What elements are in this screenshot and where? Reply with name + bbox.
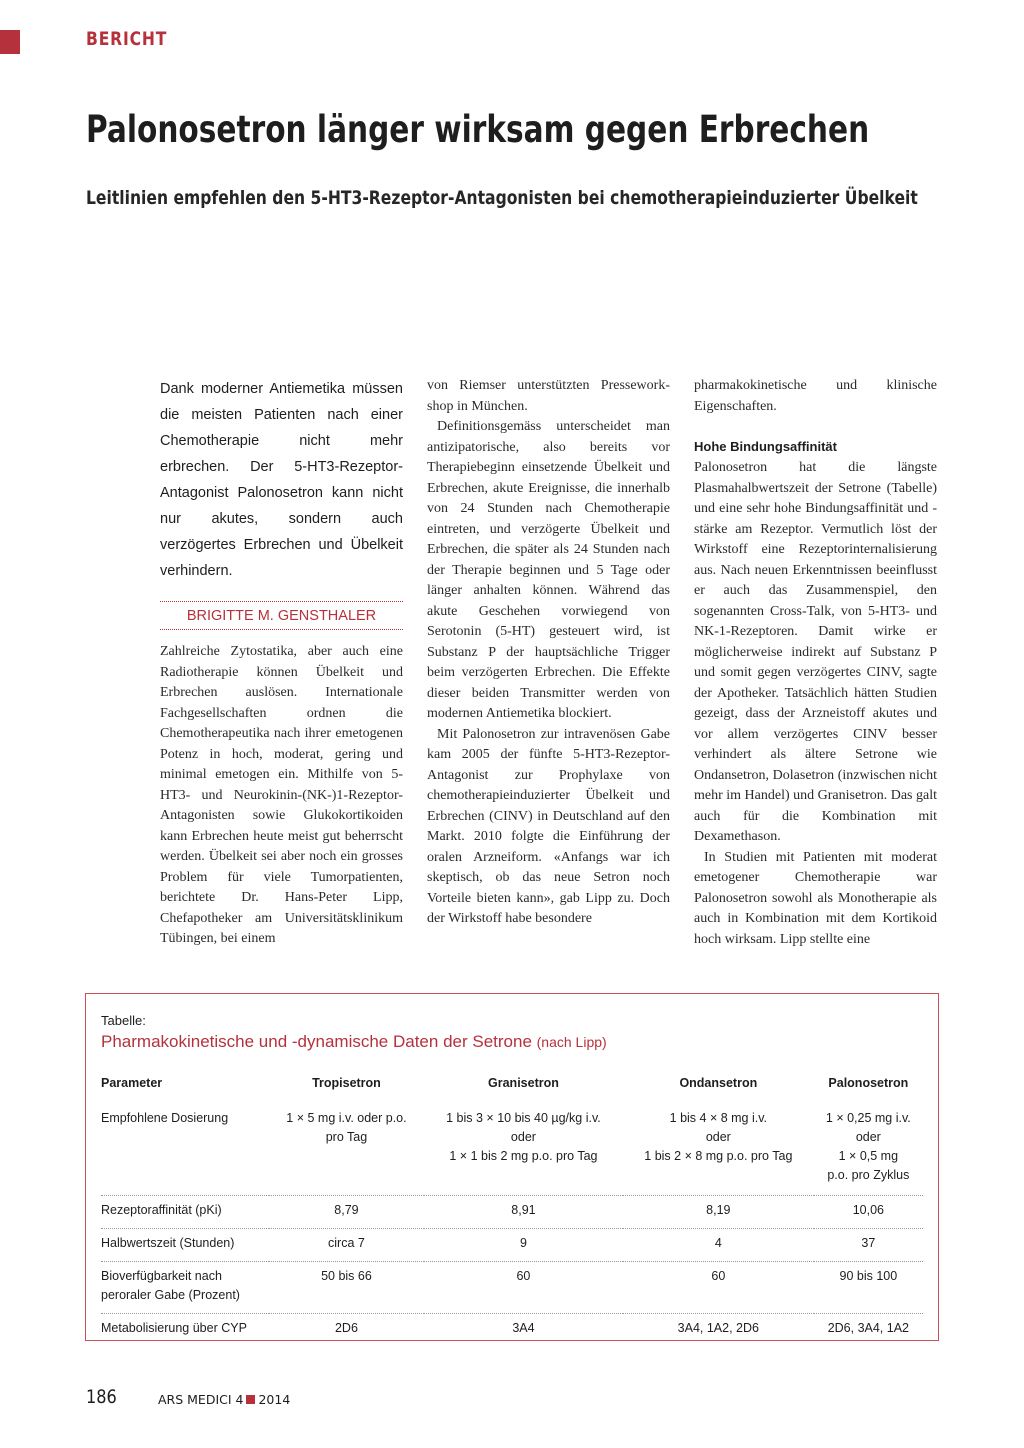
table-cell: 1 × 5 mg i.v. oder p.o. pro Tag xyxy=(269,1104,424,1196)
table-cell: 2D6, 3A4, 1A2 xyxy=(827,1321,909,1335)
footer-separator xyxy=(246,1395,255,1404)
table-cell: 1 bis 4 × 8 mg i.v. oder 1 bis 2 × 8 mg p.o. pro Tag xyxy=(623,1104,814,1196)
table-row xyxy=(101,1262,923,1314)
header-cell: Ondansetron xyxy=(679,1076,758,1090)
column-3-body-2 xyxy=(694,458,937,950)
journal-info xyxy=(158,1392,290,1407)
table-cell: Rezeptoraffinität (pKi) xyxy=(101,1196,269,1229)
table-cell: 3A4 xyxy=(512,1321,535,1335)
header-cell: Parameter xyxy=(101,1076,163,1090)
section-marker xyxy=(0,30,20,54)
table-cell: Metabolisierung über CYP xyxy=(101,1321,247,1335)
paragraph: In Studien mit Patienten mit moderat emetogener Chemotherapie war Palonosetron sowohl als Monotherapie als auch in Kombination mit dem Kortikoid hoch wirksam. Lipp stellte eine xyxy=(694,849,937,947)
paragraph: pharmakokinetische und klinische Eigenschaften. xyxy=(694,378,937,414)
table-cell: 10,06 xyxy=(814,1196,923,1229)
header-cell: Granisetron xyxy=(488,1076,559,1090)
paragraph: Palonosetron hat die längste Plasmahalbwertszeit der Setrone (Tabelle) und eine sehr hohe Bindungsaffinität und -stärke am Rezeptor. Vermutlich löst der Wirkstoff eine Rezeptorinternalisierung aus. Nach neuen Erkenntnissen beeinflusst er auch das Zusammenspiel, den sogenannten Cross-Talk, von 5-HT3- und NK-1-Rezeptoren. Damit wirke er möglicherweise indirekt auf Substanz P und somit gegen verzögertes CINV, sagte der Apotheker. Tatsächlich hätten Studien gezeigt, dass der Arzneistoff akutes und vor allem verzögertes CINV besser verhindert als ältere Setrone wie Ondansetron, Dolasetron (inzwischen nicht mehr im Handel) und Granisetron. Das galt auch für die Kombination mit Dexamethason. xyxy=(694,460,937,844)
table-cell: 50 bis 66 xyxy=(269,1262,424,1314)
column-1 xyxy=(160,376,403,950)
table-cell: 3A4, 1A2, 2D6 xyxy=(677,1321,759,1335)
table-title xyxy=(101,1032,607,1052)
table-row xyxy=(101,1196,923,1229)
table-cell: 8,79 xyxy=(269,1196,424,1229)
table-cell: Halbwertszeit (Stunden) xyxy=(101,1229,269,1262)
paragraph: Definitionsgemäss unterscheidet man antizipatorische, also bereits vor Therapiebeginn einsetzende Übelkeit und Erbrechen, akute Ereignisse, die innerhalb von 24 Stunden nach Chemotherapie eintreten, und verzögerte Übelkeit und Erbrechen, die später als 24 Stunden nach der Therapie beginnen und 5 Tage oder länger anhalten können. Während das akute Geschehen vorwiegend von Serotonin (5-HT) gesteuert wird, ist Substanz P der hauptsächliche Trigger beim verzögerten Erbrechen. Die Effekte dieser beiden Transmitter werden von modernen Antiemetika blockiert. xyxy=(427,419,670,721)
paragraph: Mit Palonosetron zur intravenösen Gabe kam 2005 der fünfte 5-HT3-Rezeptor-Antagonist zur Prophylaxe von chemotherapieinduzierter Übelkeit und Erbrechen (CINV) in Deutschland auf den Markt. 2010 folgte die Einführung der oralen Arzneiform. «Anfangs war ich skeptisch, ob das neue Setron noch Vorteile bieten kann», gab Lipp zu. Doch der Wirkstoff habe besondere xyxy=(427,726,670,926)
column-2 xyxy=(427,376,670,930)
table-row xyxy=(101,1104,923,1196)
header-cell: Tropisetron xyxy=(312,1076,381,1090)
author-name: BRIGITTE M. GENSTHALER xyxy=(186,608,377,624)
article-subtitle: Leitlinien empfehlen den 5-HT3-Rezeptor-Antagonisten bei chemotherapieinduzierter Übelkeit xyxy=(86,187,918,209)
table-cell: Empfohlene Dosierung xyxy=(101,1104,269,1196)
subheading: Hohe Bindungsaffinität xyxy=(694,439,837,454)
table-cell: 8,19 xyxy=(623,1196,814,1229)
article-title: Palonosetron länger wirksam gegen Erbrechen xyxy=(86,108,870,151)
setrone-table xyxy=(101,1076,923,1346)
table-title-text: Pharmakokinetische und -dynamische Daten der Setrone xyxy=(101,1032,532,1051)
table-title-note: (nach Lipp) xyxy=(536,1034,607,1050)
article-lead: Dank moderner Antiemetika müssen die meisten Patienten nach einer Chemotherapie nicht mehr erbrechen. Der 5-HT3-Rezeptor-Antagonist Palonosetron kann nicht nur akutes, sondern auch verzögertes Erbrechen und Übelkeit verhindern. xyxy=(160,381,403,579)
table-row xyxy=(101,1314,923,1347)
table-cell: 60 xyxy=(623,1262,814,1314)
table-cell: 8,91 xyxy=(424,1196,623,1229)
author-block xyxy=(160,601,403,630)
table-cell: 1 × 0,25 mg i.v. oder 1 × 0,5 mg p.o. pro Zyklus xyxy=(814,1104,923,1196)
table-box xyxy=(85,993,939,1341)
paragraph: von Riemser unterstützten Pressework-shop in München. xyxy=(427,378,670,414)
column-1-body xyxy=(160,642,403,950)
page-number: 186 xyxy=(86,1386,117,1408)
table-cell: 1 bis 3 × 10 bis 40 µg/kg i.v. oder 1 × 1 bis 2 mg p.o. pro Tag xyxy=(424,1104,623,1196)
table-cell: 9 xyxy=(424,1229,623,1262)
table-cell: 37 xyxy=(814,1229,923,1262)
table-header-row xyxy=(101,1076,923,1104)
column-2-body xyxy=(427,376,670,930)
table-cell: circa 7 xyxy=(269,1229,424,1262)
table-row xyxy=(101,1229,923,1262)
journal-year: 2014 xyxy=(258,1392,291,1407)
table-cell: 2D6 xyxy=(334,1321,358,1335)
paragraph: Zahlreiche Zytostatika, aber auch eine Radiotherapie können Übelkeit und Erbrechen auslösen. Internationale Fachgesellschaften ordnen die Chemotherapeutika nach ihrer emetogenen Potenz in hoch, moderat, gering und minimal emetogen ein. Mithilfe von 5-HT3- und Neurokinin-(NK-)1-Rezeptor-Antagonisten sowie Glukokortikoiden kann Erbrechen heute meist gut beherrscht werden. Übelkeit sei aber noch ein grosses Problem für viele Tumorpatienten, berichtete Dr. Hans-Peter Lipp, Chefapotheker am Universitätsklinikum Tübingen, bei einem xyxy=(160,644,403,946)
table-cell: 90 bis 100 xyxy=(814,1262,923,1314)
table-label: Tabelle: xyxy=(101,1013,146,1028)
header-cell: Palonosetron xyxy=(828,1076,909,1090)
table-cell: Bioverfügbarkeit nach peroraler Gabe (Prozent) xyxy=(101,1262,269,1314)
table-cell: 60 xyxy=(424,1262,623,1314)
section-label: BERICHT xyxy=(86,28,168,50)
column-3-body xyxy=(694,376,937,417)
table-cell: 4 xyxy=(623,1229,814,1262)
column-3 xyxy=(694,376,937,950)
journal-name: ARS MEDICI 4 xyxy=(158,1392,244,1407)
